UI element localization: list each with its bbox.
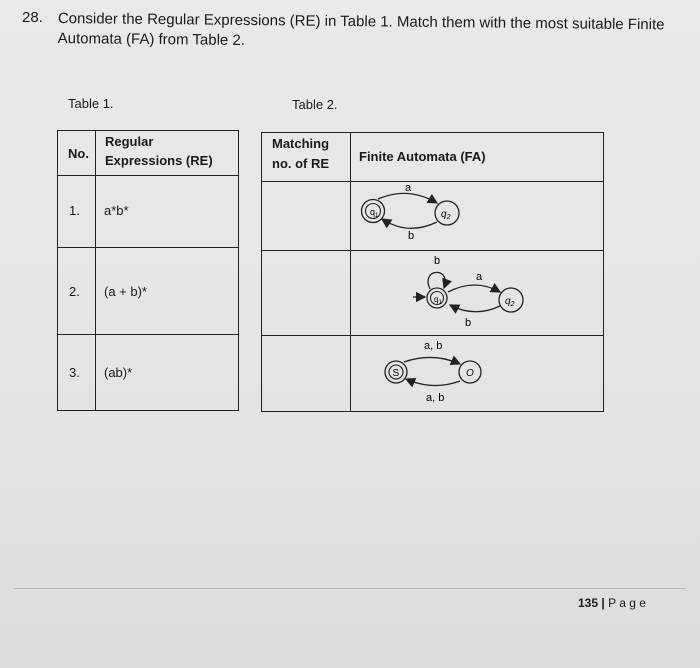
page-separator: | — [601, 596, 605, 610]
fa1-diagram — [362, 182, 460, 242]
fa2-start-label: $q_1$ — [434, 295, 442, 306]
fa3-other-label: O — [466, 368, 474, 379]
table1-row2-re: (a + b)* — [104, 284, 147, 299]
table1-row3-no: 3. — [69, 365, 80, 380]
fa2-other-state — [499, 288, 523, 312]
fa1-start-label: $q_1$ — [370, 207, 379, 219]
page-footer — [578, 596, 646, 610]
table2-caption: Table 2. — [292, 97, 338, 112]
fa1-other-label: $q_2$ — [441, 209, 451, 221]
table1-row2-no: 2. — [69, 284, 80, 299]
table1-header-re-line2: Expressions (RE) — [105, 153, 213, 168]
fa2-loop-label: b — [434, 255, 441, 267]
fa3-bottom-label: a, b — [426, 392, 445, 404]
fa2-top-label: a — [476, 271, 483, 283]
question-text: Consider the Regular Expressions (RE) in Table 1. Match them with the most suitable Finite Automata (FA) from Table 2. — [57, 9, 665, 49]
table1-header-re-line1: Regular — [105, 134, 154, 149]
question-number: 28. — [22, 9, 43, 26]
table1-caption: Table 1. — [68, 96, 114, 111]
footer-divider — [14, 588, 686, 589]
fa2-bottom-label: b — [465, 317, 472, 329]
fa1-bottom-label: b — [408, 230, 415, 242]
fa3-top-label: a, b — [424, 340, 443, 352]
table1-header-no: No. — [68, 146, 89, 161]
page-number: 135 — [578, 596, 599, 610]
fa3-start-label: S — [392, 368, 400, 379]
table2-header-matching-line1: Matching — [272, 136, 330, 151]
page-word: P a g e — [608, 596, 646, 610]
fa3-diagram — [385, 340, 481, 404]
table1-row3-re: (ab)* — [104, 365, 133, 380]
fa1-other-state — [435, 201, 459, 225]
table2-header-fa: Finite Automata (FA) — [359, 149, 486, 164]
table1-row1-no: 1. — [69, 203, 80, 218]
fa2-other-label: $q_2$ — [505, 296, 515, 308]
fa1-top-label: a — [405, 182, 412, 194]
fa2-diagram — [413, 255, 523, 329]
table2-header-matching-line2: no. of RE — [272, 156, 330, 171]
table1-row1-re: a*b* — [104, 203, 129, 218]
